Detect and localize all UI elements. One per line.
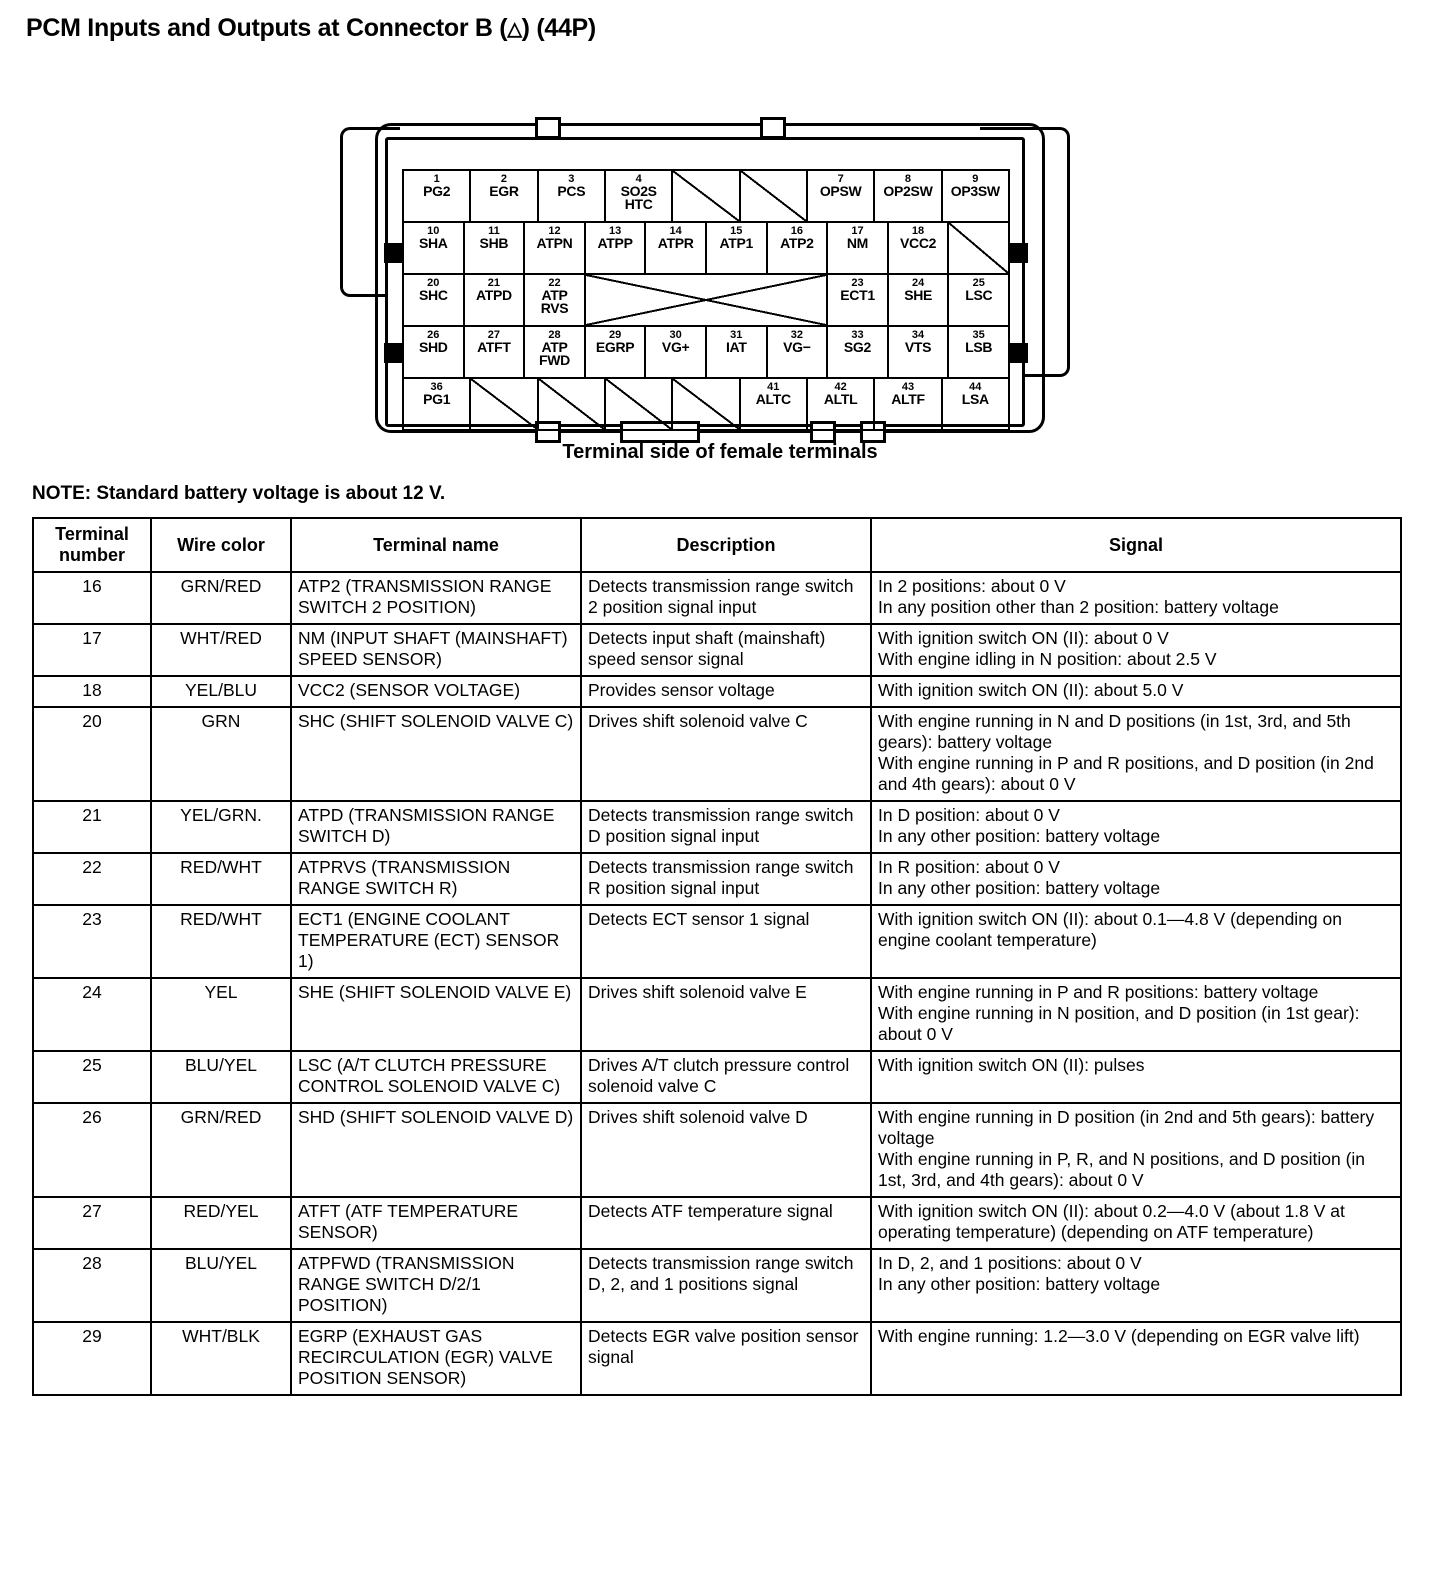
pin-number: 18 bbox=[911, 225, 925, 237]
pin-cell-30 bbox=[646, 327, 707, 377]
pin-cell-25 bbox=[949, 275, 1010, 325]
pin-number: 17 bbox=[851, 225, 864, 237]
pin-number: 41 bbox=[767, 381, 780, 393]
cell-terminal-number: 22 bbox=[33, 853, 151, 905]
pcm-terminal-table bbox=[32, 517, 1402, 1396]
pin-label: ATFT bbox=[477, 339, 511, 355]
header-wire-color: Wire color bbox=[151, 518, 291, 572]
pin-cell-15 bbox=[707, 223, 768, 273]
table-row bbox=[33, 1249, 1401, 1322]
connector-latch-block bbox=[1008, 243, 1028, 263]
pin-cell-42 bbox=[808, 379, 875, 429]
cell-description: Detects EGR valve position sensor signal bbox=[581, 1322, 871, 1395]
cell-wire-color: WHT/BLK bbox=[151, 1322, 291, 1395]
pin-row bbox=[402, 377, 1010, 431]
pin-number: 31 bbox=[730, 329, 743, 341]
pin-label: ATP RVS bbox=[540, 287, 569, 316]
cell-description: Detects ECT sensor 1 signal bbox=[581, 905, 871, 978]
pin-label: IAT bbox=[725, 339, 747, 355]
cell-signal: With engine running in D position (in 2nd and 5th gears): battery voltage With engine running in P, R, and N positions, and D position (in 1st, 3rd, and 4th gears): about 0 V bbox=[871, 1103, 1401, 1197]
pin-cell-43 bbox=[875, 379, 942, 429]
pin-label: LSA bbox=[961, 391, 989, 407]
pin-cell-9 bbox=[943, 171, 1010, 221]
pin-number: 27 bbox=[487, 329, 501, 341]
cell-terminal-name: LSC (A/T CLUTCH PRESSURE CONTROL SOLENOID VALVE C) bbox=[291, 1051, 581, 1103]
table-row bbox=[33, 676, 1401, 707]
pin-cell-14 bbox=[646, 223, 707, 273]
connector-body bbox=[340, 103, 1080, 453]
pin-cell-blank bbox=[471, 379, 538, 429]
table-row bbox=[33, 978, 1401, 1051]
cell-signal: With ignition switch ON (II): about 0.1—4.8 V (depending on engine coolant temperature) bbox=[871, 905, 1401, 978]
cell-terminal-name: SHE (SHIFT SOLENOID VALVE E) bbox=[291, 978, 581, 1051]
pin-number: 12 bbox=[548, 225, 561, 237]
connector-diagram bbox=[0, 43, 1440, 473]
header-terminal-name: Terminal name bbox=[291, 518, 581, 572]
pin-number: 35 bbox=[972, 329, 985, 341]
pin-row bbox=[402, 169, 1010, 221]
cell-wire-color: YEL bbox=[151, 978, 291, 1051]
cell-signal: With ignition switch ON (II): about 0 V With engine idling in N position: about 2.5 V bbox=[871, 624, 1401, 676]
pin-cell-blank bbox=[606, 379, 673, 429]
table-body bbox=[33, 572, 1401, 1395]
cell-description: Detects transmission range switch D, 2, and 1 positions signal bbox=[581, 1249, 871, 1322]
cell-signal: In R position: about 0 V In any other position: battery voltage bbox=[871, 853, 1401, 905]
table-row bbox=[33, 1103, 1401, 1197]
cell-signal: With engine running: 1.2—3.0 V (depending on EGR valve lift) bbox=[871, 1322, 1401, 1395]
pin-number: 23 bbox=[851, 277, 864, 289]
cell-terminal-number: 21 bbox=[33, 801, 151, 853]
pin-cell-16 bbox=[768, 223, 829, 273]
pin-number: 20 bbox=[427, 277, 440, 289]
pin-number: 9 bbox=[972, 173, 979, 185]
pin-number: 25 bbox=[972, 277, 985, 289]
pin-label: NM bbox=[846, 235, 869, 251]
pin-cell-2 bbox=[471, 171, 538, 221]
pin-number: 15 bbox=[730, 225, 743, 237]
connector-latch-block bbox=[1008, 343, 1028, 363]
cell-wire-color: RED/WHT bbox=[151, 853, 291, 905]
cell-terminal-name: ATPRVS (TRANSMISSION RANGE SWITCH R) bbox=[291, 853, 581, 905]
cell-wire-color: RED/YEL bbox=[151, 1197, 291, 1249]
cell-wire-color: YEL/GRN. bbox=[151, 801, 291, 853]
cell-terminal-name: ATPFWD (TRANSMISSION RANGE SWITCH D/2/1 POSITION) bbox=[291, 1249, 581, 1322]
cell-terminal-name: ECT1 (ENGINE COOLANT TEMPERATURE (ECT) SENSOR 1) bbox=[291, 905, 581, 978]
pin-cell-blank bbox=[949, 223, 1010, 273]
cell-terminal-name: SHD (SHIFT SOLENOID VALVE D) bbox=[291, 1103, 581, 1197]
cell-wire-color: GRN/RED bbox=[151, 1103, 291, 1197]
pin-label: ATPN bbox=[536, 235, 573, 251]
pin-number: 2 bbox=[500, 173, 508, 185]
pin-cell-blank bbox=[673, 171, 740, 221]
cell-terminal-number: 16 bbox=[33, 572, 151, 624]
cell-description: Detects input shaft (mainshaft) speed sensor signal bbox=[581, 624, 871, 676]
cell-description: Drives shift solenoid valve D bbox=[581, 1103, 871, 1197]
pin-row bbox=[402, 325, 1010, 377]
pin-cell-36 bbox=[404, 379, 471, 429]
page-title bbox=[26, 14, 1440, 43]
page-title-after: ) (44P) bbox=[521, 14, 596, 42]
pin-cell-28 bbox=[525, 327, 586, 377]
cell-wire-color: YEL/BLU bbox=[151, 676, 291, 707]
pin-label: LSC bbox=[965, 287, 993, 303]
pin-label: ALTL bbox=[823, 391, 858, 407]
cell-terminal-name: VCC2 (SENSOR VOLTAGE) bbox=[291, 676, 581, 707]
table-row bbox=[33, 1051, 1401, 1103]
pin-number: 29 bbox=[608, 329, 622, 341]
pin-cell-23 bbox=[828, 275, 889, 325]
pin-cell-10 bbox=[404, 223, 465, 273]
pin-number: 34 bbox=[911, 329, 925, 341]
pin-label: ATPP bbox=[597, 235, 633, 251]
table-row bbox=[33, 707, 1401, 801]
pin-number: 13 bbox=[608, 225, 622, 237]
cell-wire-color: GRN bbox=[151, 707, 291, 801]
pin-number: 42 bbox=[834, 381, 847, 393]
pin-cell-blank bbox=[586, 275, 828, 325]
cell-signal: In D position: about 0 V In any other position: battery voltage bbox=[871, 801, 1401, 853]
cell-terminal-number: 27 bbox=[33, 1197, 151, 1249]
pin-label: SG2 bbox=[843, 339, 872, 355]
pin-number: 26 bbox=[427, 329, 440, 341]
pin-label: ECT1 bbox=[840, 287, 875, 303]
pin-cell-blank bbox=[673, 379, 740, 429]
pin-label: PCS bbox=[557, 183, 586, 199]
pin-grid bbox=[402, 169, 1010, 431]
cell-terminal-number: 20 bbox=[33, 707, 151, 801]
pin-cell-7 bbox=[808, 171, 875, 221]
pin-number: 10 bbox=[427, 225, 440, 237]
pin-number: 21 bbox=[487, 277, 501, 289]
pin-number: 33 bbox=[851, 329, 864, 341]
pin-number: 32 bbox=[790, 329, 803, 341]
connector-latch-block bbox=[384, 343, 404, 363]
pin-label: PG1 bbox=[423, 391, 451, 407]
cell-terminal-name: NM (INPUT SHAFT (MAINSHAFT) SPEED SENSOR) bbox=[291, 624, 581, 676]
pin-cell-1 bbox=[404, 171, 471, 221]
cell-signal: With engine running in N and D positions (in 1st, 3rd, and 5th gears): battery voltage With engine running in P and R positions, and D position (in 2nd and 4th gears): about 0 V bbox=[871, 707, 1401, 801]
pin-label: SHC bbox=[418, 287, 448, 303]
cell-terminal-name: EGRP (EXHAUST GAS RECIRCULATION (EGR) VALVE POSITION SENSOR) bbox=[291, 1322, 581, 1395]
cell-wire-color: BLU/YEL bbox=[151, 1051, 291, 1103]
pin-row bbox=[402, 273, 1010, 325]
pin-number: 43 bbox=[901, 381, 915, 393]
pin-label: ATP2 bbox=[780, 235, 814, 251]
document-page bbox=[0, 14, 1440, 1586]
cell-terminal-name: ATFT (ATF TEMPERATURE SENSOR) bbox=[291, 1197, 581, 1249]
pin-label: SHE bbox=[904, 287, 933, 303]
pin-label: VG− bbox=[783, 339, 811, 355]
table-row bbox=[33, 1322, 1401, 1395]
pin-label: VCC2 bbox=[899, 235, 937, 251]
diagram-caption: Terminal side of female terminals bbox=[562, 441, 878, 463]
table-row bbox=[33, 801, 1401, 853]
header-terminal-line1: Terminal bbox=[55, 524, 129, 544]
connector-tab bbox=[535, 117, 561, 139]
table-row bbox=[33, 624, 1401, 676]
cell-wire-color: RED/WHT bbox=[151, 905, 291, 978]
cell-description: Drives shift solenoid valve C bbox=[581, 707, 871, 801]
pin-cell-blank bbox=[741, 171, 808, 221]
pin-cell-13 bbox=[586, 223, 647, 273]
pin-cell-22 bbox=[525, 275, 586, 325]
cell-signal: With ignition switch ON (II): about 0.2—4.0 V (about 1.8 V at operating temperature) (depending on ATF temperature) bbox=[871, 1197, 1401, 1249]
pin-label: PG2 bbox=[423, 183, 451, 199]
cell-signal: With ignition switch ON (II): pulses bbox=[871, 1051, 1401, 1103]
pin-label: SHD bbox=[418, 339, 448, 355]
pin-number: 1 bbox=[433, 173, 440, 185]
pin-label: EGRP bbox=[595, 339, 635, 355]
pin-number: 36 bbox=[430, 381, 443, 393]
table-row bbox=[33, 1197, 1401, 1249]
triangle-icon: △ bbox=[507, 19, 522, 40]
cell-description: Drives A/T clutch pressure control solenoid valve C bbox=[581, 1051, 871, 1103]
table-row bbox=[33, 853, 1401, 905]
cell-terminal-name: ATP2 (TRANSMISSION RANGE SWITCH 2 POSITION) bbox=[291, 572, 581, 624]
pin-cell-44 bbox=[943, 379, 1010, 429]
pin-label: SHA bbox=[418, 235, 448, 251]
pin-number: 8 bbox=[904, 173, 912, 185]
cell-signal: In D, 2, and 1 positions: about 0 V In any other position: battery voltage bbox=[871, 1249, 1401, 1322]
pin-label: EGR bbox=[489, 183, 519, 199]
header-terminal-line2: number bbox=[58, 545, 125, 565]
header-terminal-number bbox=[33, 518, 151, 572]
pin-label: SO2S HTC bbox=[620, 183, 657, 212]
pin-cell-18 bbox=[889, 223, 950, 273]
cell-terminal-number: 26 bbox=[33, 1103, 151, 1197]
cell-terminal-name: SHC (SHIFT SOLENOID VALVE C) bbox=[291, 707, 581, 801]
pin-cell-35 bbox=[949, 327, 1010, 377]
cell-description: Detects ATF temperature signal bbox=[581, 1197, 871, 1249]
pin-number: 11 bbox=[488, 225, 500, 237]
pin-cell-27 bbox=[465, 327, 526, 377]
pin-cell-20 bbox=[404, 275, 465, 325]
pin-number: 4 bbox=[635, 173, 642, 185]
pin-cell-41 bbox=[741, 379, 808, 429]
pin-number: 14 bbox=[669, 225, 682, 237]
pin-label: LSB bbox=[965, 339, 993, 355]
pin-label: ALTF bbox=[891, 391, 925, 407]
cell-terminal-name: ATPD (TRANSMISSION RANGE SWITCH D) bbox=[291, 801, 581, 853]
pin-label: VTS bbox=[904, 339, 932, 355]
cell-terminal-number: 23 bbox=[33, 905, 151, 978]
cell-description: Drives shift solenoid valve E bbox=[581, 978, 871, 1051]
cell-terminal-number: 25 bbox=[33, 1051, 151, 1103]
table-row bbox=[33, 905, 1401, 978]
cell-description: Provides sensor voltage bbox=[581, 676, 871, 707]
cell-signal: With ignition switch ON (II): about 5.0 V bbox=[871, 676, 1401, 707]
pin-cell-21 bbox=[465, 275, 526, 325]
pin-label: ATP FWD bbox=[538, 339, 570, 368]
pin-row bbox=[402, 221, 1010, 273]
cell-signal: With engine running in P and R positions: battery voltage With engine running in N position, and D position (in 1st gear): about 0 V bbox=[871, 978, 1401, 1051]
pin-label: VG+ bbox=[661, 339, 690, 355]
pin-cell-8 bbox=[875, 171, 942, 221]
pin-number: 44 bbox=[969, 381, 982, 393]
pin-label: OP2SW bbox=[883, 183, 933, 199]
pin-cell-11 bbox=[465, 223, 526, 273]
pin-cell-31 bbox=[707, 327, 768, 377]
pin-number: 16 bbox=[790, 225, 803, 237]
cell-terminal-number: 18 bbox=[33, 676, 151, 707]
table-header-row bbox=[33, 518, 1401, 572]
cell-terminal-number: 24 bbox=[33, 978, 151, 1051]
pin-label: SHB bbox=[479, 235, 509, 251]
cell-terminal-number: 29 bbox=[33, 1322, 151, 1395]
pin-number: 7 bbox=[837, 173, 844, 185]
cell-wire-color: GRN/RED bbox=[151, 572, 291, 624]
cell-wire-color: WHT/RED bbox=[151, 624, 291, 676]
cell-terminal-number: 17 bbox=[33, 624, 151, 676]
connector-latch-block bbox=[384, 243, 404, 263]
pin-number: 28 bbox=[548, 329, 561, 341]
connector-tab bbox=[760, 117, 786, 139]
pin-cell-33 bbox=[828, 327, 889, 377]
cell-description: Detects transmission range switch D position signal input bbox=[581, 801, 871, 853]
pin-cell-17 bbox=[828, 223, 889, 273]
pin-label: OP3SW bbox=[950, 183, 1000, 199]
cell-wire-color: BLU/YEL bbox=[151, 1249, 291, 1322]
pin-label: OPSW bbox=[819, 183, 862, 199]
pin-label: ALTC bbox=[755, 391, 791, 407]
pin-cell-4 bbox=[606, 171, 673, 221]
pin-label: ATPR bbox=[657, 235, 694, 251]
page-title-before: PCM Inputs and Outputs at Connector B ( bbox=[26, 14, 508, 42]
header-description: Description bbox=[581, 518, 871, 572]
note-text: NOTE: Standard battery voltage is about 12 V. bbox=[32, 483, 446, 504]
pin-number: 22 bbox=[548, 277, 561, 289]
pin-number: 30 bbox=[669, 329, 682, 341]
header-signal: Signal bbox=[871, 518, 1401, 572]
pin-number: 3 bbox=[568, 173, 575, 185]
pin-cell-26 bbox=[404, 327, 465, 377]
cell-description: Detects transmission range switch 2 position signal input bbox=[581, 572, 871, 624]
table-row bbox=[33, 572, 1401, 624]
pin-label: ATPD bbox=[475, 287, 512, 303]
pin-cell-34 bbox=[889, 327, 950, 377]
pin-cell-29 bbox=[586, 327, 647, 377]
pin-cell-blank bbox=[539, 379, 606, 429]
cell-signal: In 2 positions: about 0 V In any position other than 2 position: battery voltage bbox=[871, 572, 1401, 624]
pin-cell-12 bbox=[525, 223, 586, 273]
cell-description: Detects transmission range switch R position signal input bbox=[581, 853, 871, 905]
pin-cell-32 bbox=[768, 327, 829, 377]
pin-label: ATP1 bbox=[719, 235, 754, 251]
pin-cell-24 bbox=[889, 275, 950, 325]
pin-cell-3 bbox=[539, 171, 606, 221]
pin-number: 24 bbox=[912, 277, 925, 289]
cell-terminal-number: 28 bbox=[33, 1249, 151, 1322]
